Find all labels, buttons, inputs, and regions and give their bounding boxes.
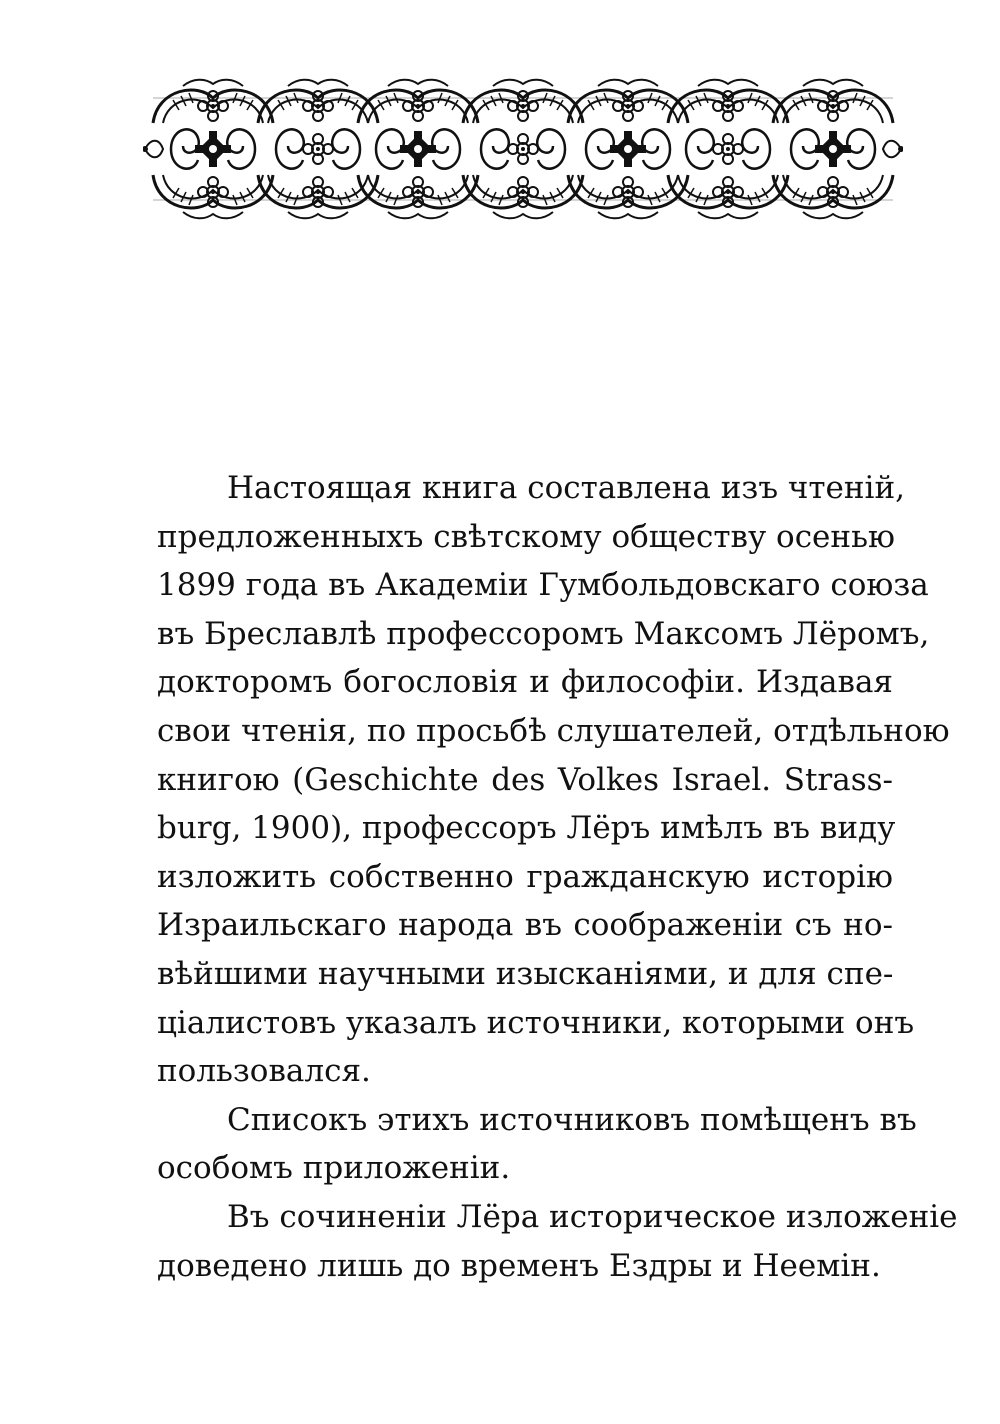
text-line: особомъ приложеніи. xyxy=(157,1150,511,1187)
text-line: пользовался. xyxy=(157,1053,371,1090)
text-line: 1899 года въ Академіи Гумбольдовскаго союза xyxy=(157,567,929,604)
text-line: предложенныхъ свѣтскому обществу осенью xyxy=(157,518,895,555)
text-line: ціалистовъ указалъ источники, которыми онъ xyxy=(157,1004,915,1041)
text-line: докторомъ богословія и философіи. Издавая xyxy=(157,664,893,701)
text-line: свои чтенія, по просьбѣ слушателей, отдѣльною xyxy=(157,712,950,749)
text-line: Списокъ этихъ источниковъ помѣщенъ въ xyxy=(227,1101,917,1138)
text-line: изложить собственно гражданскую исторію xyxy=(157,858,893,895)
text-line: Въ сочиненіи Лёра историческое изложеніе xyxy=(227,1198,958,1235)
text-line: доведено лишь до временъ Ездры и Неемін. xyxy=(157,1247,881,1284)
paragraph xyxy=(157,1193,958,1290)
paragraph xyxy=(157,1096,917,1193)
text-line: burg, 1900), профессоръ Лёръ имѣлъ въ виду xyxy=(157,810,896,847)
text-line: книгою (Geschichte des Volkes Israel. Strass- xyxy=(157,761,893,798)
text-line: вѣйшими научными изысканіями, и для спе- xyxy=(157,955,894,992)
text-line: Настоящая книга составлена изъ чтеній, xyxy=(227,470,905,506)
ornamental-headpiece-icon xyxy=(143,78,903,220)
body-text xyxy=(157,464,958,1290)
text-line: Израильскаго народа въ соображеніи съ но- xyxy=(157,907,893,944)
paragraph xyxy=(157,464,950,1096)
text-line: въ Бреславлѣ профессоромъ Максомъ Лёромъ, xyxy=(157,615,930,652)
